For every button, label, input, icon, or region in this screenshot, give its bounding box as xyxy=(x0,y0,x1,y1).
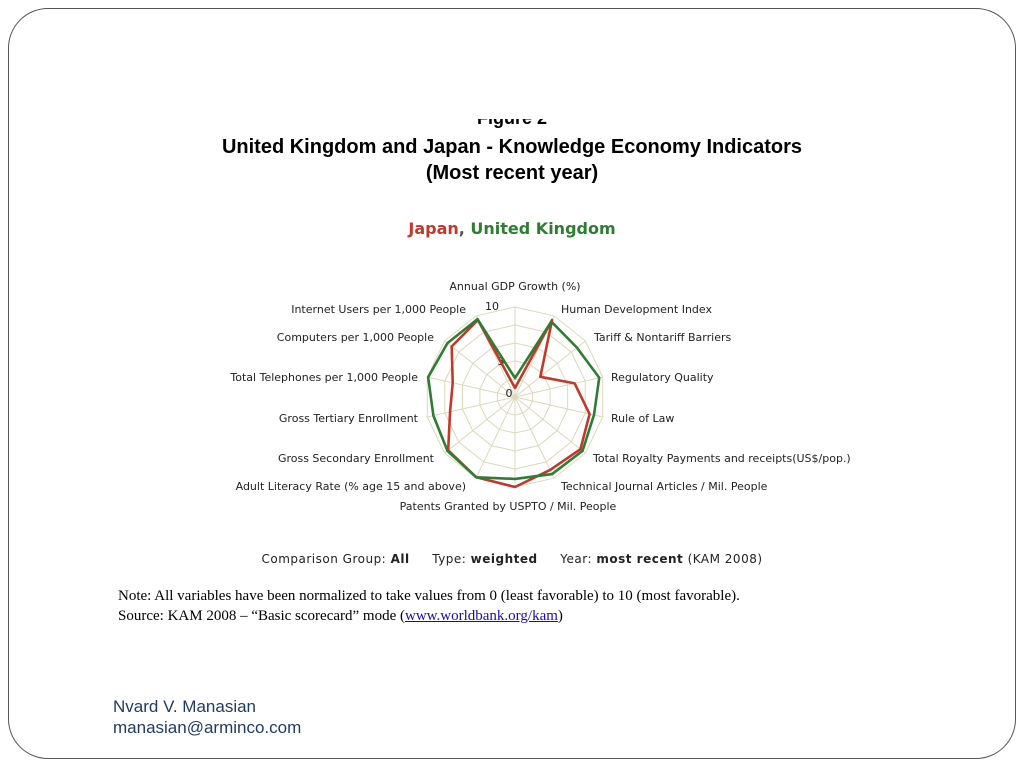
source-prefix: Source: KAM 2008 – “Basic scorecard” mode ( xyxy=(118,608,405,624)
axis-label: Tariff & Nontariff Barriers xyxy=(594,331,732,344)
chart-subtitle: (Most recent year) xyxy=(425,162,599,184)
comparison-year-label: Year: xyxy=(560,552,593,566)
source-line xyxy=(118,606,740,626)
note-text: Note: All variables have been normalized to take values from 0 (least favorable) to 10 (most favorable). xyxy=(118,588,740,604)
axis-label: Human Development Index xyxy=(561,303,712,316)
axis-label: Computers per 1,000 People xyxy=(276,331,434,344)
chart-title: United Kingdom and Japan - Knowledge Economy Indicators xyxy=(221,136,803,158)
axis-label: Annual GDP Growth (%) xyxy=(449,280,581,293)
axis-label: Adult Literacy Rate (% age 15 and above) xyxy=(235,480,466,493)
tick-label: 10 xyxy=(485,300,499,313)
axis-label: Technical Journal Articles / Mil. People xyxy=(561,480,768,493)
legend-separator: , xyxy=(458,219,465,238)
comparison-bar xyxy=(0,552,1024,566)
comparison-type-value: weighted xyxy=(470,552,538,566)
tick-label: 0 xyxy=(505,387,513,400)
comparison-group-value: All xyxy=(390,552,410,566)
axis-label: Total Royalty Payments and receipts(US$/pop.) xyxy=(593,452,851,465)
tick-label: 5 xyxy=(497,355,505,368)
axis-label: Internet Users per 1,000 People xyxy=(291,303,466,316)
axis-label: Regulatory Quality xyxy=(611,371,714,384)
axis-label: Gross Tertiary Enrollment xyxy=(278,412,418,425)
footer-author: Nvard V. Manasian xyxy=(113,697,257,716)
comparison-year-suffix: (KAM 2008) xyxy=(687,552,763,566)
axis-label: Rule of Law xyxy=(611,412,675,425)
axis-label: Patents Granted by USPTO / Mil. People xyxy=(399,500,617,513)
comparison-year-value: most recent xyxy=(596,552,684,566)
comparison-type-label: Type: xyxy=(432,552,467,566)
comparison-group-label: Comparison Group: xyxy=(261,552,387,566)
source-suffix: ) xyxy=(557,608,563,624)
axis-label: Total Telephones per 1,000 People xyxy=(230,371,418,384)
legend-japan: Japan xyxy=(408,219,459,238)
note-block xyxy=(118,586,740,626)
source-link[interactable]: www.worldbank.org/kam xyxy=(405,608,558,624)
footer-email: manasian@arminco.com xyxy=(113,718,302,737)
legend-uk: United Kingdom xyxy=(470,219,616,238)
footer xyxy=(113,696,301,738)
axis-label: Gross Secondary Enrollment xyxy=(277,452,434,465)
